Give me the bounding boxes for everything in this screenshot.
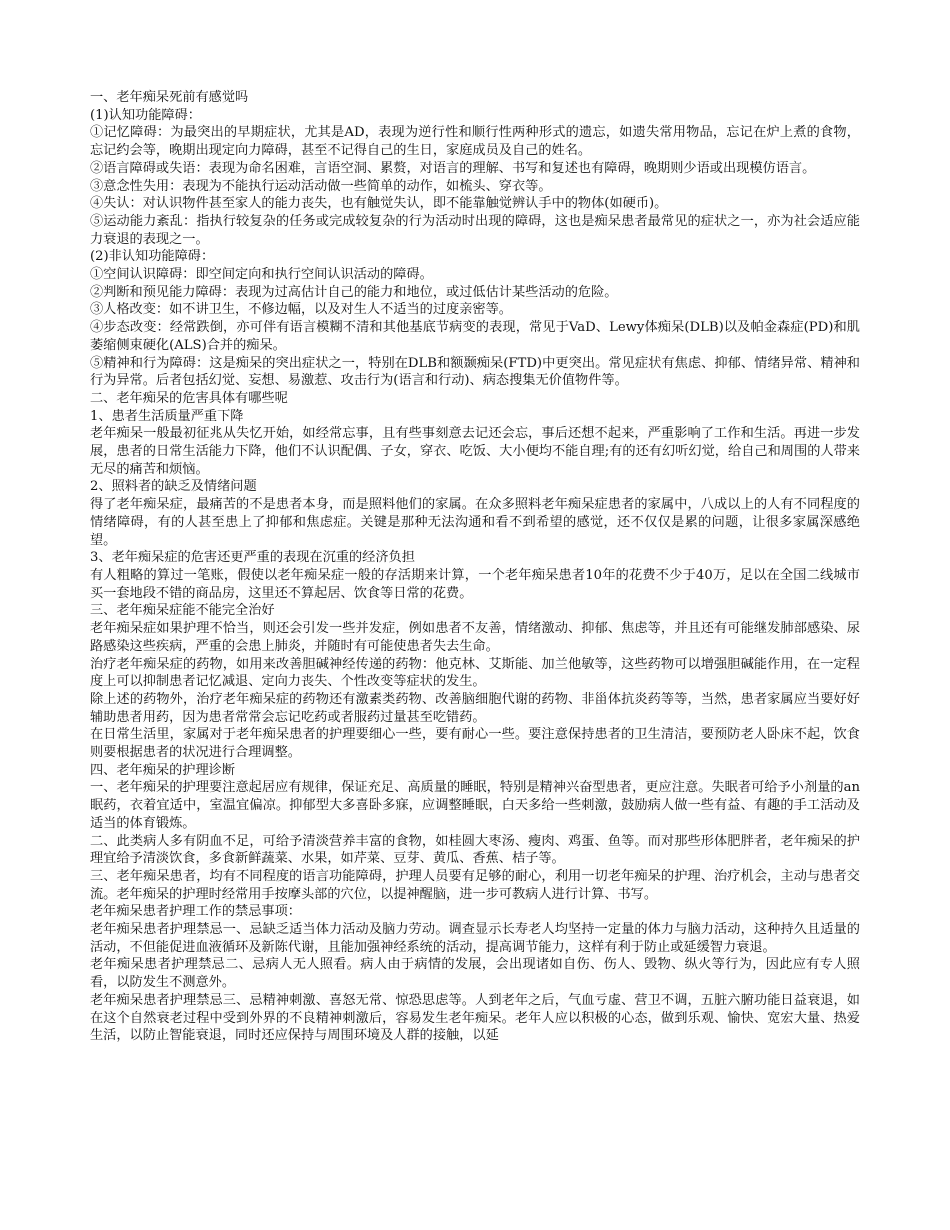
section-heading-1: 一、老年痴呆死前有感觉吗 — [90, 90, 249, 105]
subheading-economic: 3、老年痴呆症的危害还更严重的表现在沉重的经济负担 — [90, 550, 415, 566]
section-heading-2: 二、老年痴呆的危害具体有哪些呢 — [90, 390, 288, 406]
paragraph-complications: 老年痴呆症如果护理不恰当，则还会引发一些并发症，例如患者不友善，情绪激动、抑郁、焦虑等，并且还有可能继发肺部感染、尿路感染这些疾病，严重的会患上肺炎，并随时有可能使患者失去生命。 — [90, 621, 860, 654]
paragraph-drugs: 治疗老年痴呆症的药物，如用来改善胆碱神经传递的药物：他克林、艾斯能、加兰他敏等，这些药物可以增强胆碱能作用，在一定程度上可以抑制患者记忆减退、定向力丧失、个性改变等症状的发生。 — [90, 656, 860, 690]
subheading-caregivers: 2、照料者的缺乏及情绪问题 — [90, 479, 257, 495]
paragraph-gait: ④步态改变：经常跌倒，亦可伴有语言模糊不清和其他基底节病变的表现，常见于VaD、Lewy体痴呆(DLB)以及帕金森症(PD)和肌萎缩侧束硬化(ALS)合并的痴呆。 — [90, 320, 860, 353]
paragraph-motor: ⑤运动能力紊乱：指执行较复杂的任务或完成较复杂的行为活动时出现的障碍，这也是痴呆患者最常见的症状之一，亦为社会适应能力衰退的表现之一。 — [90, 213, 860, 247]
paragraph-agnosia: ④失认：对认识物件甚至家人的能力丧失，也有触觉失认，即不能靠触觉辨认手中的物体(如硬币)。 — [90, 196, 668, 212]
paragraph-personality: ③人格改变：如不讲卫生，不修边幅，以及对生人不适当的过度亲密等。 — [90, 302, 512, 318]
paragraph-language: ②语言障碍或失语：表现为命名困难，言语空洞、累赘，对语言的理解、书写和复述也有障碍，晚期则少语或出现模仿语言。 — [90, 160, 816, 176]
paragraph-taboo-2: 老年痴呆患者护理禁忌二、忌病人无人照看。病人由于病情的发展，会出现诸如自伤、伤人、毁物、纵火等行为，因此应有专人照看，以防发生不测意外。 — [90, 957, 860, 991]
paragraph-behavior: ⑤精神和行为障碍：这是痴呆的突出症状之一，特别在DLB和额颞痴呆(FTD)中更突出。常见症状有焦虑、抑郁、情绪异常、精神和行为异常。后者包括幻觉、妄想、易激惹、攻击行为(语言和行动)、病态搜集无价值物件等。 — [90, 355, 860, 389]
document-body — [90, 89, 860, 1045]
paragraph-other-drugs: 除上述的药物外，治疗老年痴呆症的药物还有激素类药物、改善脑细胞代谢的药物、非甾体抗炎药等等，当然，患者家属应当要好好辅助患者用药，因为患者常常会忘记吃药或者服药过量甚至吃错药。 — [90, 691, 860, 725]
paragraph-nursing-2: 二、此类病人多有阴血不足，可给予清淡营养丰富的食物，如桂圆大枣汤、瘦肉、鸡蛋、鱼等。而对那些形体肥胖者，老年痴呆的护理宜给予清淡饮食，多食新鲜蔬菜、水果，如芹菜、豆芽、黄瓜、香蕉、桔子等。 — [90, 833, 860, 867]
paragraph-judgement: ②判断和预见能力障碍：表现为过高估计自己的能力和地位，或过低估计某些活动的危险。 — [90, 284, 618, 300]
paragraph-taboo-1: 老年痴呆患者护理禁忌一、忌缺乏适当体力活动及脑力劳动。调查显示长寿老人均坚持一定量的体力与脑力活动，这种持久且适量的活动，不但能促进血液循环及新陈代谢，且能加强神经系统的活动，提高调节能力，这样有利于防止或延缓智力衰退。 — [90, 922, 860, 955]
subheading-taboos: 老年痴呆患者护理工作的禁忌事项： — [90, 904, 301, 920]
paragraph-nursing-3: 三、老年痴呆患者，均有不同程度的语言功能障碍，护理人员要有足够的耐心，利用一切老年痴呆的护理、治疗机会，主动与患者交流。老年痴呆的护理时经常用手按摩头部的穴位，以提神醒脑，进一步可教病人进行计算、书写。 — [90, 868, 860, 902]
paragraph-taboo-3: 老年痴呆患者护理禁忌三、忌精神刺激、喜怒无常、惊恐思虑等。人到老年之后，气血亏虚、营卫不调，五脏六腑功能日益衰退，如在这个自然衰老过程中受到外界的不良精神刺激后，容易发生老年痴呆。老年人应以积极的心态，做到乐观、愉快、宽宏大量、热爱生活，以防止智能衰退，同时还应保持与周围环境及人群的接触，以延 — [90, 992, 860, 1044]
paragraph-caregivers: 得了老年痴呆症，最痛苦的不是患者本身，而是照料他们的家属。在众多照料老年痴呆症患者的家属中，八成以上的人有不同程度的情绪障碍，有的人甚至患上了抑郁和焦虑症。关键是那种无法沟通和看不到希望的感觉，还不仅仅是累的问题，让很多家属深感绝望。 — [90, 497, 860, 548]
section-heading-3: 三、老年痴呆症能不能完全治好 — [90, 603, 275, 619]
subheading-cognitive: (1)认知功能障碍： — [90, 107, 201, 123]
paragraph-apraxia: ③意念性失用：表现为不能执行运动活动做一些简单的动作，如梳头、穿衣等。 — [90, 178, 552, 194]
paragraph-nursing-1: 一、老年痴呆的护理要注意起居应有规律，保证充足、高质量的睡眠，特别是精神兴奋型患者，更应注意。失眠者可给予小剂量的an眠药，衣着宜适中，室温宜偏凉。抑郁型大多喜卧多寐，应调整睡眠，白天多给一些刺激，鼓励病人做一些有益、有趣的手工活动及适当的体育锻炼。 — [90, 780, 860, 831]
paragraph-spatial: ①空间认识障碍：即空间定向和执行空间认识活动的障碍。 — [90, 267, 433, 283]
paragraph-daily-care: 在日常生活里，家属对于老年痴呆患者的护理要细心一些，要有耐心一些。要注意保持患者的卫生清洁，要预防老人卧床不起，饮食则要根据患者的状况进行合理调整。 — [90, 727, 860, 761]
paragraph-memory: ①记忆障碍：为最突出的早期症状，尤其是AD，表现为逆行性和顺行性两种形式的遗忘，如遗失常用物品，忘记在炉上煮的食物，忘记约会等，晚期出现定向力障碍，甚至不记得自己的生日，家庭成员及自己的姓名。 — [90, 125, 860, 159]
paragraph-quality: 老年痴呆一般最初征兆从失忆开始，如经常忘事，且有些事刻意去记还会忘，事后还想不起来，严重影响了工作和生活。再进一步发展，患者的日常生活能力下降，他们不认识配偶、子女，穿衣、吃饭、大小便均不能自理;有的还有幻听幻觉，给自己和周围的人带来无尽的痛苦和烦恼。 — [90, 426, 860, 477]
subheading-quality: 1、患者生活质量严重下降 — [90, 408, 244, 424]
paragraph-economic: 有人粗略的算过一笔账，假使以老年痴呆症一般的存活期来计算，一个老年痴呆患者10年的花费不少于40万，足以在全国二线城市买一套地段不错的商品房，这里还不算起居、饮食等日常的花费。 — [90, 567, 860, 601]
section-heading-4: 四、老年痴呆的护理诊断 — [90, 762, 236, 778]
subheading-noncognitive: (2)非认知功能障碍： — [90, 249, 215, 265]
